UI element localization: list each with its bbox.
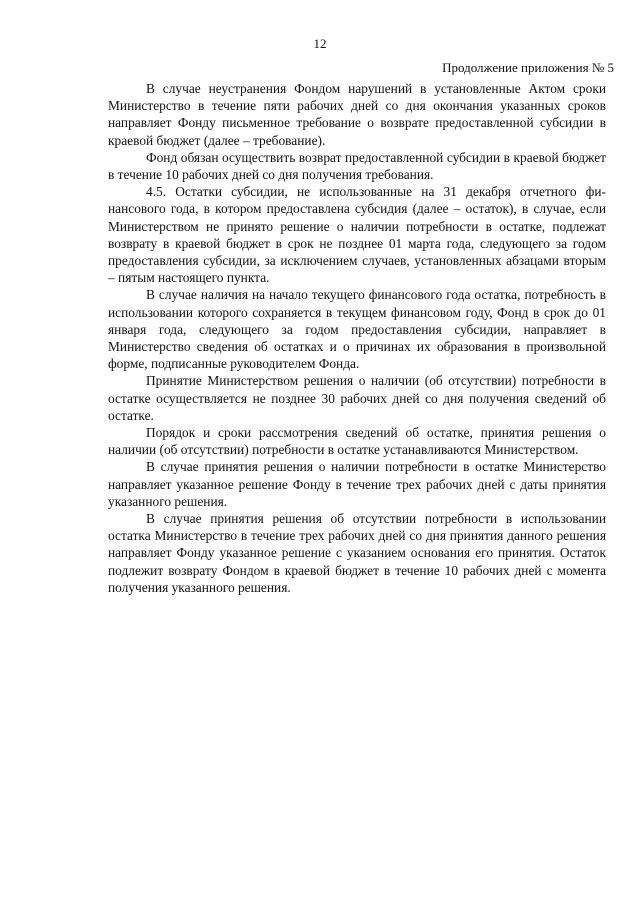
- paragraph: 4.5. Остатки субсидии, не использованные на 31 декабря отчетного финансового года, в котором предоставлена субсидия (далее – остаток), в случае, если Министерством не принято решение о наличии потребности в остатке, подлежат возврату в краевой бюджет в срок не позднее 01 марта года, следующего за годом предоставления субсидии, за исключением случаев, установленных абзацами вторым – пятым настоящего пункта.: [108, 184, 606, 286]
- paragraph: В случае принятия решения об отсутствии потребности в использовании остатка Министерство в течение трех рабочих дней со дня принятия данного решения направляет Фонду указанное решение с указанием основания его принятия. Остаток подлежит возврату Фондом в краевой бюджет в течение 10 рабочих дней с момента получения указанного решения.: [108, 511, 606, 595]
- page-number: 12: [313, 36, 327, 51]
- paragraph: В случае неустранения Фондом нарушений в установленные Актом сроки Министерство в течение пяти рабочих дней со дня окончания указанных сроков направляет Фонду письменное требование о возврате предоставленной субсидии в краевой бюджет (далее – требование).: [108, 81, 606, 148]
- paragraph: Порядок и сроки рассмотрения сведений об остатке, принятия решения о наличии (об отсутствии) потребности в остатке устанавливаются Министерством.: [108, 425, 606, 458]
- appendix-continuation-note: Продолжение приложения № 5: [442, 60, 614, 75]
- paragraph: В случае принятия решения о наличии потребности в остатке Министерство направляет указанное решение Фонду в течение трех рабочих дней с даты принятия указанного решения.: [108, 459, 606, 509]
- paragraph: В случае наличия на начало текущего финансового года остатка, потребность в использовании которого сохраняется в текущем финансовом году, Фонд в срок до 01 января года, следующего за годом предоставления субсидии, направляет в Министерство сведения об остатках и о причинах их образования в произвольной форме, подписанные руководителем Фонда.: [108, 287, 606, 372]
- paragraph: Фонд обязан осуществить возврат предоставленной субсидии в краевой бюджет в течение 10 рабочих дней со дня получения требования.: [108, 149, 606, 183]
- paragraph: Принятие Министерством решения о наличии (об отсутствии) потребности в остатке осуществляется не позднее 30 рабочих дней со дня получения сведений об остатке.: [108, 373, 606, 423]
- document-body: [108, 80, 606, 596]
